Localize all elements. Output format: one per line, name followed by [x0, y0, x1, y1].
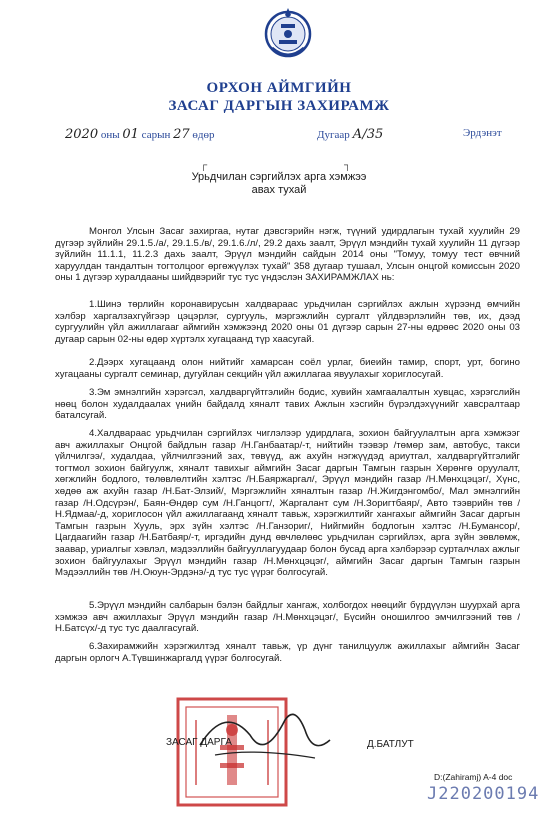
date-day: 27 — [173, 127, 190, 142]
org-title-line2: ЗАСАГ ДАРГЫН ЗАХИРАМЖ — [168, 98, 390, 114]
date-month-suffix: сарын — [141, 129, 171, 141]
number-label: Дугаар — [317, 129, 350, 141]
clause-1: 1.Шинэ төрлийн коронавирусын халдвараас урьдчилан сэргийлэх ажлын хүрээнд өмчийн хэлбэр харгалзахгүйгээр цэцэрлэг, сургууль, мэргэжлийн сургалт үйлдвэрлэлийн төв, их, дээд сургуулийн үйл ажиллагааг аймгийн хэмжээнд 2020 оны 01 дүгээр сарын 27-ны өдрөөс 2020 оны 03 дугаар сарын 02-ны өдөр хүртэлх хугацаанд түр хаасугай. — [55, 299, 520, 345]
clause-6: 6.Захирамжийн хэрэгжилтэд хяналт тавьж, үр дүнг танилцуулж ажиллахыг аймгийн Засаг даргын орлогч А.Түвшинжаргалд үүрэг болгосугай. — [55, 641, 520, 664]
date-year-suffix: оны — [100, 129, 120, 141]
clause-5: 5.Эрүүл мэндийн салбарын бэлэн байдлыг хангаж, холбогдох нөөцийг бүрдүүлэн шуурхай арга хэмжээ авч ажиллахыг Эрүүл мэндийн газар /Н.Мөнхцэцэг/, Бүсийн оношилгоо эмчилгээний төв /Н.Батсүх/-д тус тус даалгасугай. — [55, 600, 520, 635]
date-year: 2020 — [65, 127, 99, 142]
document-file-reference: D:(Zahiramj) A-4 doc — [434, 772, 513, 782]
number-line — [317, 127, 383, 142]
corner-mark-left: ┌ — [200, 160, 208, 171]
corner-mark-right: ┐ — [344, 160, 352, 171]
subject-line2: авах тухай — [251, 184, 307, 196]
registration-number: J220200194 — [427, 784, 540, 804]
document-number: А/35 — [352, 127, 384, 142]
signatory-name: Д.БАТЛУТ — [367, 739, 414, 750]
signatory-title: ЗАСАГ ДАРГА — [166, 737, 232, 748]
org-title-line1: ОРХОН АЙМГИЙН — [206, 80, 352, 96]
clause-3: 3.Эм эмнэлгийн хэрэгсэл, халдваргүйтгэлийн бодис, хувийн хамгаалалтын хувцас, хэрэгслийн нөөц болон худалдаалах үнийн байдалд хяналт тавих Ажлын хэсгийн бүрэлдэхүүнийг хавсралтаар баталсугай. — [55, 387, 520, 422]
place-name: Эрдэнэт — [463, 127, 502, 139]
date-line — [65, 127, 215, 142]
subject-line1: Урьдчилан сэргийлэх арга хэмжээ — [191, 171, 367, 183]
clause-4: 4.Халдвараас урьдчилан сэргийлэх чиглэлээр удирдлага, зохион байгуулалтын арга хэмжээг авч ажиллахыг Онцгой байдлын газар /Н.Ганбаатар/-т, нийтийн тээвэр /төмөр зам, автобус, такси үйлчилгээ/, худалдаа, үйлчилгээний зах, төвүүд, аж ахуйн нэгжүүдэд ариутгал, халдваргүйтгэлийг тогтмол зохион байгуулж, хяналт тавихыг аймгийн Засаг даргын Тамгын газрын Хөрөнгө оруулалт, хөгжлийн бодлого, төлөвлөлтийн хэлтэс /Н.Баяржаргал/, Эрүүл мэндийн газар /Н.Мөнхцэцэг/, Хүнс, хөдөө аж ахуйн газар /Н.Бат-Элзий/, Мэргэжлийн хяналтын газар /Н.Жигдэнгомбо/, Мал эмнэлгийн газар /Н.Одсүрэн/, Баян-Өндөр сум /Н.Ганцогт/, Жаргалант сум /Н.Зоригтбаяр/, Авто тээврийн төв /Н.Ядмаа/-д, хориглосон үйл ажиллагаанд хяналт тавьж, хэрэгжилтийг хангахыг аймгийн Засаг даргын Тамгын газрын Хууль, эрх зүйн хэлтэс /Н.Ганзориг/, Нийгмийн бодлогын хэлтэс /Н.Бумансор/, Цагдаагийн газар /Н.Батбаяр/-т, иргэдийн дунд өвчлөлөөс урьдчилан сэргийлэх, арга зүйн зөвлөмж, заавар, уриалгыг хэвлэл, мэдээллийн байгууллагуудаар болон бусад арга хэлбэрээр сурталчлах ажлыг зохион байгуулахыг Эрүүл мэндийн газар /Н.Мөнхцэцэг/, аймгийн Засаг даргын Тамгын газрын Мэдээллийн төв /Н.Оюун-Эрдэнэ/-д тус тус үүрэг болгосугай. — [55, 428, 520, 579]
intro-paragraph: Монгол Улсын Засаг захиргаа, нутаг дэвсгэрийн нэгж, түүний удирдлагын тухай хуулийн 29 дүгээр зүйлийн 29.1.5./а/, 29.1.5./в/, 29.1.6./л/, 29.2 дахь заалт, Эрүүл мэндийн тухай хуулийн 11 дүгээр зүйлийн 11.1.1, 11.2.3 дахь заалт, Эрүүл мэндийн сайдын 2014 оны "Томуу, томуу тест өвчний харуулдан тандалтын тогтолцоог өргөжүүлэх тухай" 358 дугаар тушаал, Улсын онцгой комиссын 2020 оны 1 дүгээр хуралдааны шийдвэрийг тус тус үндэслэн ЗАХИРАМЖЛАХ нь: — [55, 226, 520, 284]
clause-2: 2.Дээрх хугацаанд олон нийтийг хамарсан соёл урлаг, биеийн тамир, спорт, урт, богино хугацааны сургалт семинар, дугуйлан секцийн үйл ажиллагаа явуулахыг хориглосугай. — [55, 357, 520, 380]
date-day-suffix: өдөр — [192, 129, 215, 141]
state-emblem-icon — [263, 4, 313, 62]
date-month: 01 — [122, 127, 139, 142]
